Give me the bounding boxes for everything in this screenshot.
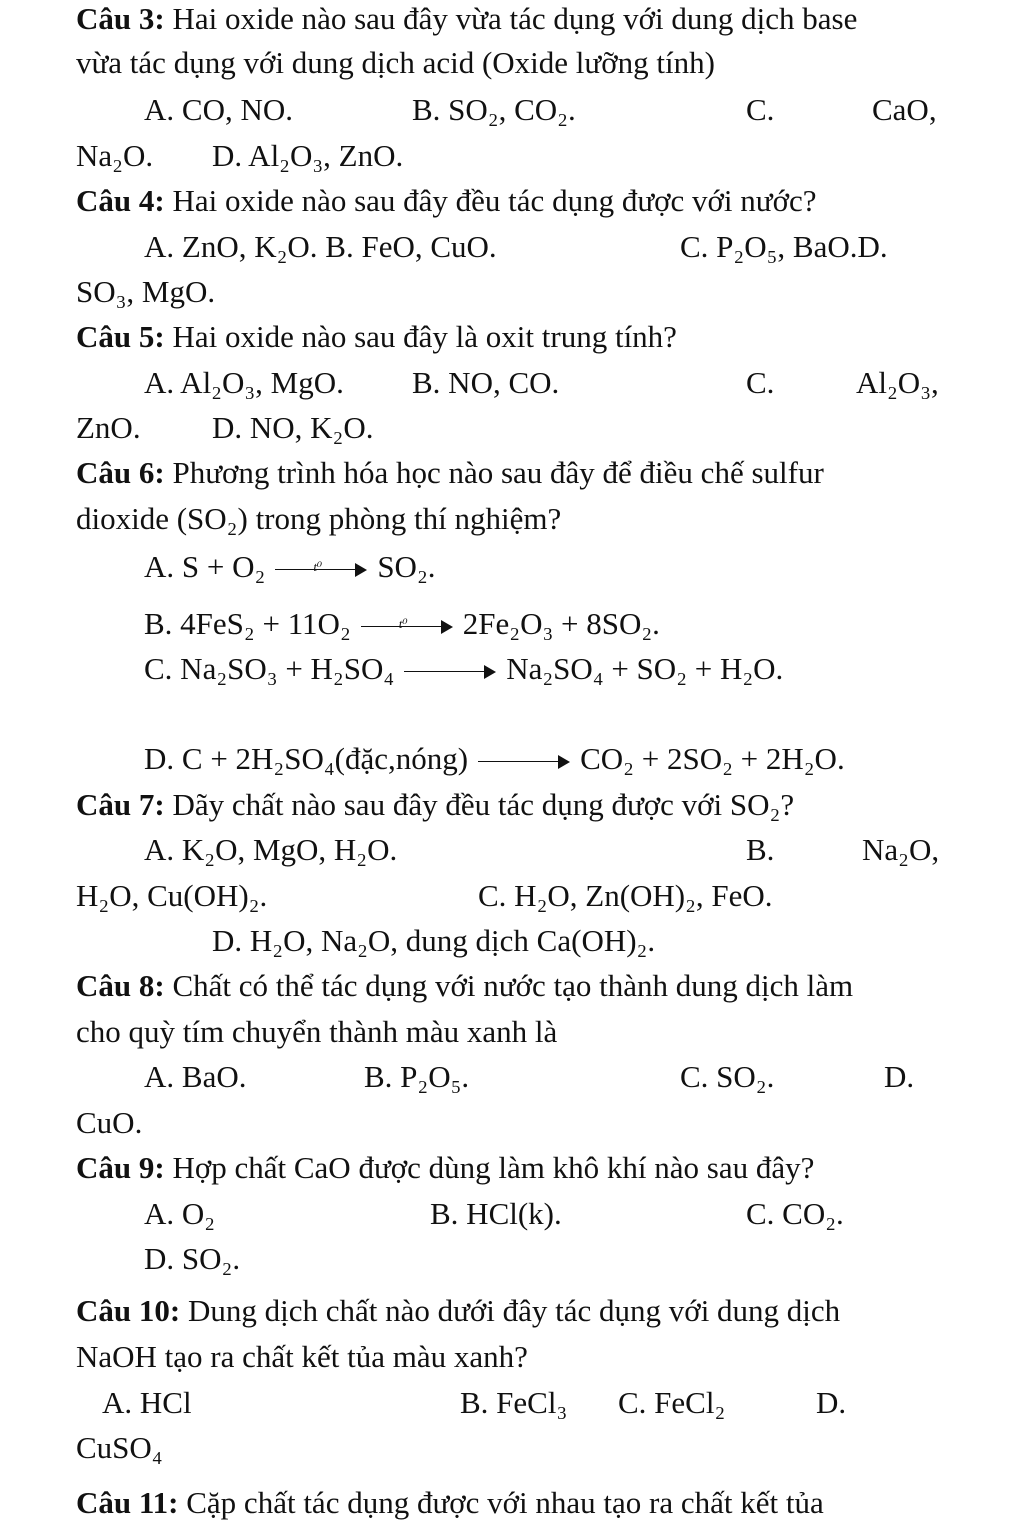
q5-option-b: B. NO, CO. [412,365,560,400]
q5-option-c-wrap: ZnO. [76,410,141,445]
q3-option-c-cont: CaO, [872,92,937,127]
q5-option-d: D. NO, K₂O. [212,410,374,445]
q7-option-b-wrap: H₂O, Cu(OH)₂. [76,878,268,913]
q7-option-d: D. H₂O, Na₂O, dung dịch Ca(OH)₂. [212,923,656,958]
q4-option-cd: C. P₂O₅, BaO.D. [680,229,888,264]
question-6-stem: Câu 6: Phương trình hóa học nào sau đây để điều chế sulfur [76,455,824,490]
q5-option-c: C. [746,365,775,400]
q8-option-d: D. [884,1059,915,1094]
q8-option-b: B. P₂O₅. [364,1059,470,1094]
question-6-stem-line2: dioxide (SO₂) trong phòng thí nghiệm? [76,501,562,536]
q4-option-ab: A. ZnO, K₂O. B. FeO, CuO. [144,229,497,264]
q3-option-a: A. CO, NO. [144,92,293,127]
question-label: Câu 6: [76,455,165,490]
question-label: Câu 7: [76,787,165,822]
reaction-arrow [478,752,570,772]
q3-option-d: D. Al₂O₃, ZnO. [212,138,404,173]
page-cutoff [0,1526,1024,1536]
heat-condition: t⁰ [398,615,408,631]
q9-option-a: A. O₂ [144,1196,216,1231]
question-3-stem-line2: vừa tác dụng với dung dịch acid (Oxide lưỡng tính) [76,45,715,80]
question-10-stem-line2: NaOH tạo ra chất kết tủa màu xanh? [76,1339,528,1374]
q3-option-c-wrap: Na₂O. [76,138,154,173]
question-3-stem: Câu 3: Hai oxide nào sau đây vừa tác dụng với dung dịch base [76,1,858,36]
heat-condition: t⁰ [313,558,323,574]
q7-option-b-cont: Na₂O, [862,832,940,867]
q10-option-c: C. FeCl₂ [618,1385,726,1420]
q10-option-a: A. HCl [102,1385,192,1420]
q4-option-d-wrap: SO₃, MgO. [76,274,216,309]
question-label: Câu 9: [76,1150,165,1185]
question-label: Câu 5: [76,319,165,354]
q10-option-d: D. [816,1385,847,1420]
q10-option-b: B. FeCl₃ [460,1385,568,1420]
question-label: Câu 4: [76,183,165,218]
reaction-arrow [404,662,496,682]
q5-option-c-cont: Al₂O₃, [856,365,939,400]
q8-option-d-wrap: CuO. [76,1105,143,1140]
question-8-stem: Câu 8: Chất có thể tác dụng với nước tạo thành dung dịch làm [76,968,854,1003]
q3-option-c: C. [746,92,775,127]
q7-option-c: C. H₂O, Zn(OH)₂, FeO. [478,878,773,913]
q6-option-b: B. 4FeS₂ + 11O₂ t⁰ 2Fe₂O₃ + 8SO₂. [144,606,660,641]
question-8-stem-line2: cho quỳ tím chuyển thành màu xanh là [76,1014,558,1049]
q8-option-c: C. SO₂. [680,1059,775,1094]
question-label: Câu 8: [76,968,165,1003]
q6-option-a: A. S + O₂ t⁰ SO₂. [144,549,436,584]
q6-option-c: C. Na₂SO₃ + H₂SO₄ Na₂SO₄ + SO₂ + H₂O. [144,651,784,686]
q9-option-c: C. CO₂. [746,1196,844,1231]
question-label: Câu 10: [76,1293,181,1328]
q10-option-d-wrap: CuSO₄ [76,1430,163,1465]
question-label: Câu 11: [76,1485,179,1520]
question-4-stem: Câu 4: Hai oxide nào sau đây đều tác dụng được với nước? [76,183,817,218]
q3-option-b: B. SO₂, CO₂. [412,92,576,127]
question-5-stem: Câu 5: Hai oxide nào sau đây là oxit trung tính? [76,319,677,354]
reaction-arrow [361,617,453,637]
reaction-arrow [275,560,367,580]
q6-option-d: D. C + 2H₂SO₄(đặc,nóng) CO₂ + 2SO₂ + 2H₂O. [144,741,845,776]
question-11-stem: Câu 11: Cặp chất tác dụng được với nhau tạo ra chất kết tủa [76,1485,824,1520]
q7-option-b: B. [746,832,775,867]
q9-option-b: B. HCl(k). [430,1196,562,1231]
question-7-stem: Câu 7: Dãy chất nào sau đây đều tác dụng được với SO₂? [76,787,795,822]
q8-option-a: A. BaO. [144,1059,247,1094]
q9-option-d: D. SO₂. [144,1241,241,1276]
question-10-stem: Câu 10: Dung dịch chất nào dưới đây tác dụng với dung dịch [76,1293,841,1328]
question-label: Câu 3: [76,1,165,36]
question-9-stem: Câu 9: Hợp chất CaO được dùng làm khô khí nào sau đây? [76,1150,815,1185]
q5-option-a: A. Al₂O₃, MgO. [144,365,344,400]
q7-option-a: A. K₂O, MgO, H₂O. [144,832,398,867]
